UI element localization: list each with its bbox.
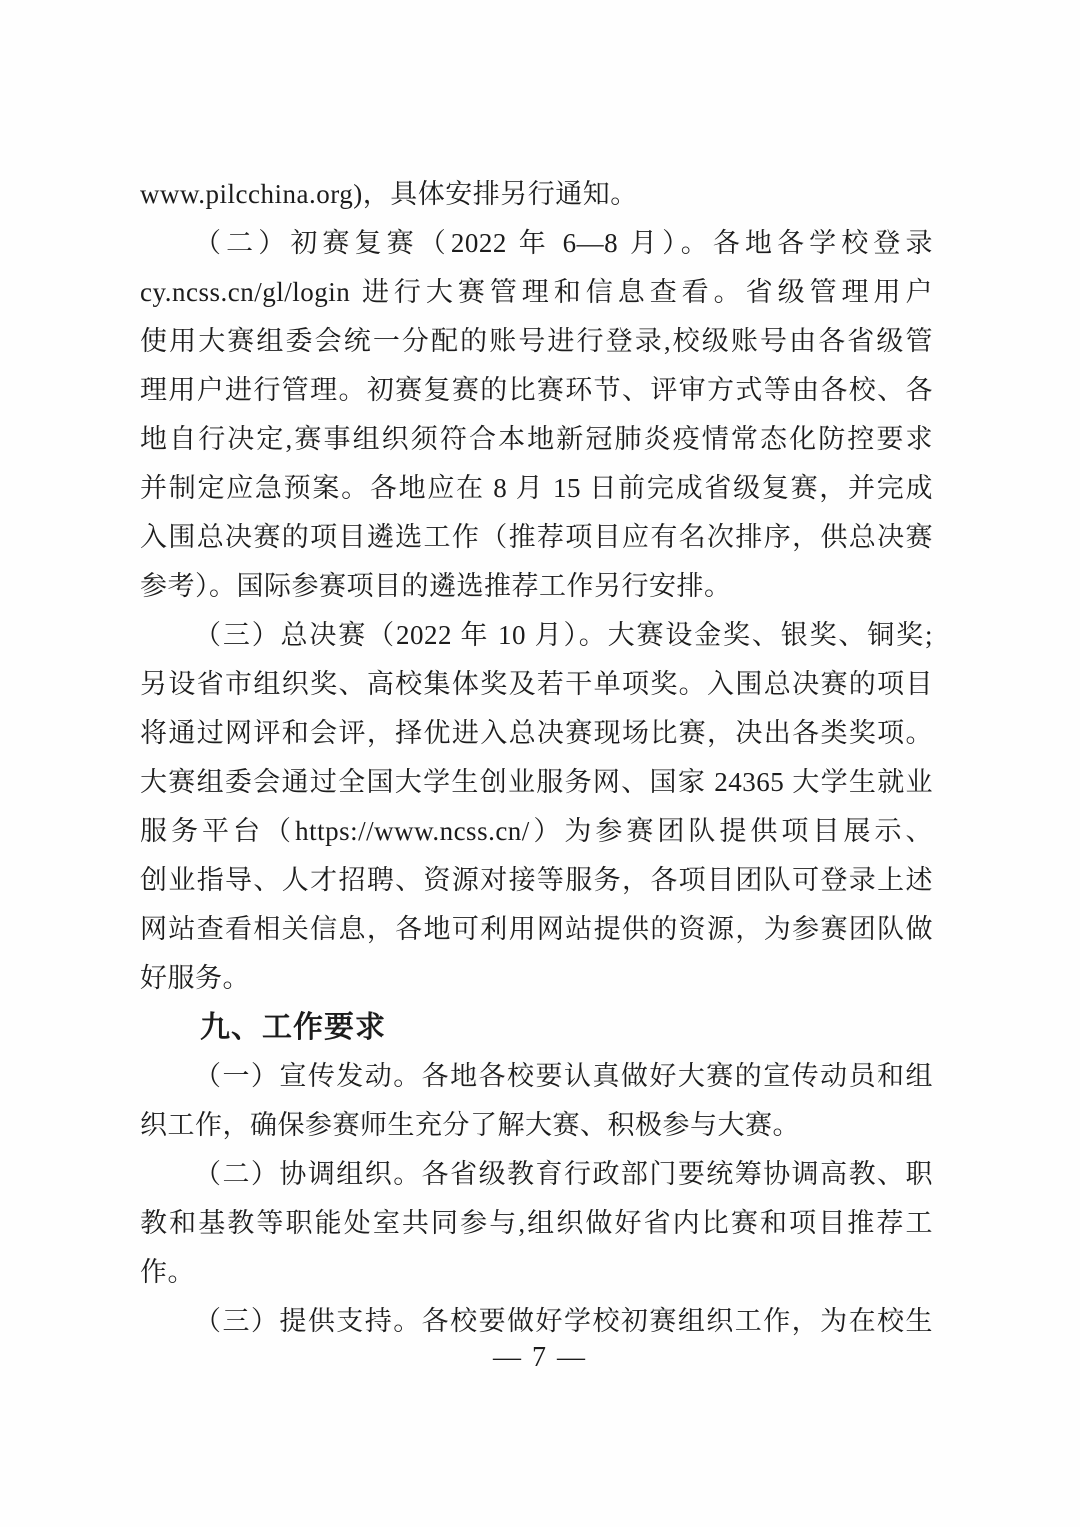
doc-line: 将通过网评和会评，择优进入总决赛现场比赛，决出各类奖项。 [140, 718, 933, 748]
doc-line: cy.ncss.cn/gl/login 进行大赛管理和信息查看。省级管理用户 [140, 277, 933, 307]
doc-line: 好服务。 [140, 963, 250, 993]
doc-line: 大赛组委会通过全国大学生创业服务网、国家 24365 大学生就业 [140, 767, 933, 797]
doc-line: 织工作，确保参赛师生充分了解大赛、积极参与大赛。 [140, 1110, 800, 1140]
doc-line: （二）初赛复赛（2022 年 6—8 月）。各地各学校登录 [194, 228, 933, 258]
doc-line: 入围总决赛的项目遴选工作（推荐项目应有名次排序，供总决赛 [140, 522, 933, 552]
doc-line: 网站查看相关信息，各地可利用网站提供的资源，为参赛团队做 [140, 914, 933, 944]
doc-line: 地自行决定,赛事组织须符合本地新冠肺炎疫情常态化防控要求 [140, 424, 933, 454]
doc-line: 参考）。国际参赛项目的遴选推荐工作另行安排。 [140, 571, 732, 601]
doc-line: （三）总决赛（2022 年 10 月）。大赛设金奖、银奖、铜奖; [194, 620, 933, 650]
doc-line: 并制定应急预案。各地应在 8 月 15 日前完成省级复赛，并完成 [140, 473, 933, 503]
doc-line: （三）提供支持。各校要做好学校初赛组织工作，为在校生 [194, 1306, 933, 1336]
doc-line: （一）宣传发动。各地各校要认真做好大赛的宣传动员和组 [194, 1061, 933, 1091]
doc-line: www.pilcchina.org)，具体安排另行通知。 [140, 179, 638, 209]
doc-line: （二）协调组织。各省级教育行政部门要统筹协调高教、职 [194, 1159, 933, 1189]
document-text-block [140, 170, 933, 1346]
page-number: — 7 — [493, 1342, 587, 1373]
doc-line: 教和基教等职能处室共同参与,组织做好省内比赛和项目推荐工 [140, 1208, 933, 1238]
doc-line: 服务平台（https://www.ncss.cn/）为参赛团队提供项目展示、 [140, 816, 933, 846]
doc-line: 创业指导、人才招聘、资源对接等服务，各项目团队可登录上述 [140, 865, 933, 895]
section-heading: 九、工作要求 [200, 1011, 386, 1044]
doc-line: 理用户进行管理。初赛复赛的比赛环节、评审方式等由各校、各 [140, 375, 933, 405]
doc-line: 作。 [140, 1257, 195, 1287]
doc-line: 使用大赛组委会统一分配的账号进行登录,校级账号由各省级管 [140, 326, 933, 356]
doc-line: 另设省市组织奖、高校集体奖及若干单项奖。入围总决赛的项目 [140, 669, 933, 699]
